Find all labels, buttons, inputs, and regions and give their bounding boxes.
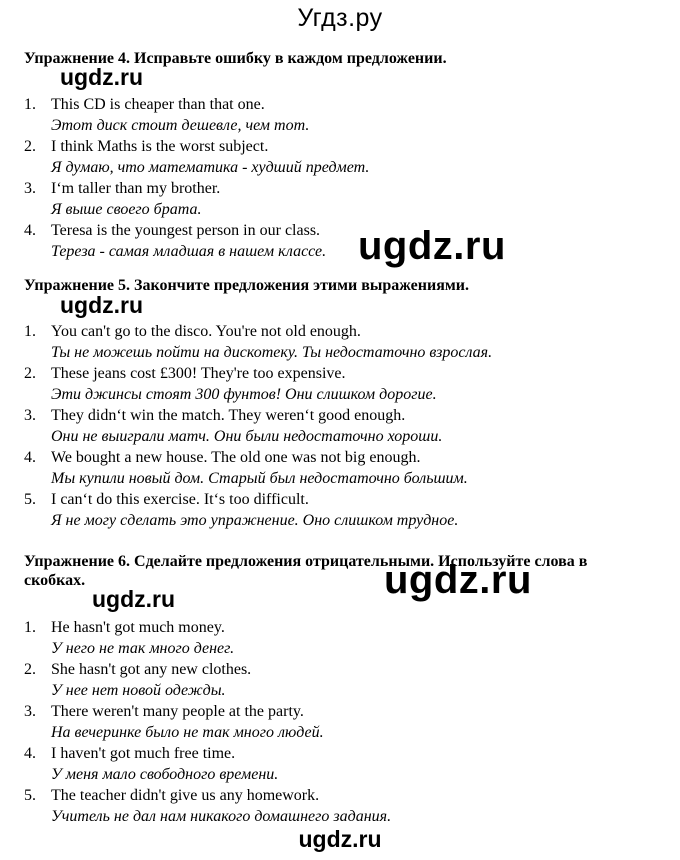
item-translation: Учитель не дал нам никакого домашнего задания. <box>51 808 392 825</box>
item-translation: Тереза - самая младшая в нашем классе. <box>51 243 327 260</box>
item-translation: Я выше своего брата. <box>51 201 202 218</box>
list-item <box>24 136 664 178</box>
item-number: 4. <box>24 449 36 466</box>
item-number: 3. <box>24 407 36 424</box>
exercise-items <box>24 617 664 827</box>
list-item <box>24 220 664 262</box>
item-number: 2. <box>24 138 36 155</box>
item-number: 3. <box>24 180 36 197</box>
list-item <box>24 321 664 363</box>
exercise-items <box>24 94 664 262</box>
item-sentence: These jeans cost £300! They're too expensive. <box>51 365 346 382</box>
list-item <box>24 617 664 659</box>
list-item <box>24 94 664 136</box>
list-item <box>24 405 664 447</box>
watermark-small: ugdz.ru <box>92 586 176 612</box>
item-sentence: This CD is cheaper than that one. <box>51 96 265 113</box>
item-translation: Мы купили новый дом. Старый был недостаточно большим. <box>51 470 468 487</box>
watermark-big: ugdz.ru <box>358 224 506 268</box>
item-number: 1. <box>24 96 36 113</box>
item-sentence: I‘m taller than my brother. <box>51 180 221 197</box>
item-sentence: We bought a new house. The old one was not big enough. <box>51 449 421 466</box>
list-item <box>24 447 664 489</box>
list-item <box>24 489 664 531</box>
item-sentence: I think Maths is the worst subject. <box>51 138 269 155</box>
site-header: Угдз.ру <box>297 4 383 32</box>
item-sentence: The teacher didn't give us any homework. <box>51 787 320 804</box>
item-sentence: She hasn't got any new clothes. <box>51 661 252 678</box>
watermark-small: ugdz.ru <box>60 292 144 318</box>
item-translation: Ты не можешь пойти на дискотеку. Ты недостаточно взрослая. <box>51 344 493 361</box>
item-number: 4. <box>24 222 36 239</box>
item-translation: У него не так много денег. <box>51 640 235 657</box>
item-translation: Я думаю, что математика - худший предмет. <box>51 159 370 176</box>
item-translation: Эти джинсы стоят 300 фунтов! Они слишком дорогие. <box>51 386 437 403</box>
list-item <box>24 363 664 405</box>
item-sentence: He hasn't got much money. <box>51 619 225 636</box>
item-number: 2. <box>24 661 36 678</box>
exercise-title: Упражнение 6. Сделайте предложения отрицательными. Используйте слова в скобках. <box>24 553 588 589</box>
item-translation: У нее нет новой одежды. <box>51 682 226 699</box>
item-number: 1. <box>24 619 36 636</box>
exercise-title: Упражнение 4. Исправьте ошибку в каждом предложении. <box>24 50 447 67</box>
item-number: 1. <box>24 323 36 340</box>
item-translation: Я не могу сделать это упражнение. Оно слишком трудное. <box>51 512 459 529</box>
item-translation: Они не выиграли матч. Они были недостаточно хороши. <box>51 428 443 445</box>
watermark-small: ugdz.ru <box>60 64 144 90</box>
item-sentence: They didn‘t win the match. They weren‘t good enough. <box>51 407 406 424</box>
site-footer: ugdz.ru <box>298 826 382 852</box>
item-number: 4. <box>24 745 36 762</box>
item-sentence: You can't go to the disco. You're not old enough. <box>51 323 361 340</box>
exercise-title: Упражнение 5. Закончите предложения этими выражениями. <box>24 277 469 294</box>
list-item <box>24 785 664 827</box>
item-sentence: Teresa is the youngest person in our class. <box>51 222 321 239</box>
list-item <box>24 178 664 220</box>
watermark-big: ugdz.ru <box>384 558 532 602</box>
item-sentence: I haven't got much free time. <box>51 745 236 762</box>
item-number: 5. <box>24 787 36 804</box>
item-translation: У меня мало свободного времени. <box>51 766 279 783</box>
item-sentence: There weren't many people at the party. <box>51 703 304 720</box>
exercise-items <box>24 321 664 531</box>
item-translation: Этот диск стоит дешевле, чем тот. <box>51 117 310 134</box>
list-item <box>24 743 664 785</box>
list-item <box>24 701 664 743</box>
list-item <box>24 659 664 701</box>
item-number: 5. <box>24 491 36 508</box>
item-number: 3. <box>24 703 36 720</box>
item-sentence: I can‘t do this exercise. It‘s too difficult. <box>51 491 309 508</box>
item-number: 2. <box>24 365 36 382</box>
item-translation: На вечеринке было не так много людей. <box>51 724 324 741</box>
